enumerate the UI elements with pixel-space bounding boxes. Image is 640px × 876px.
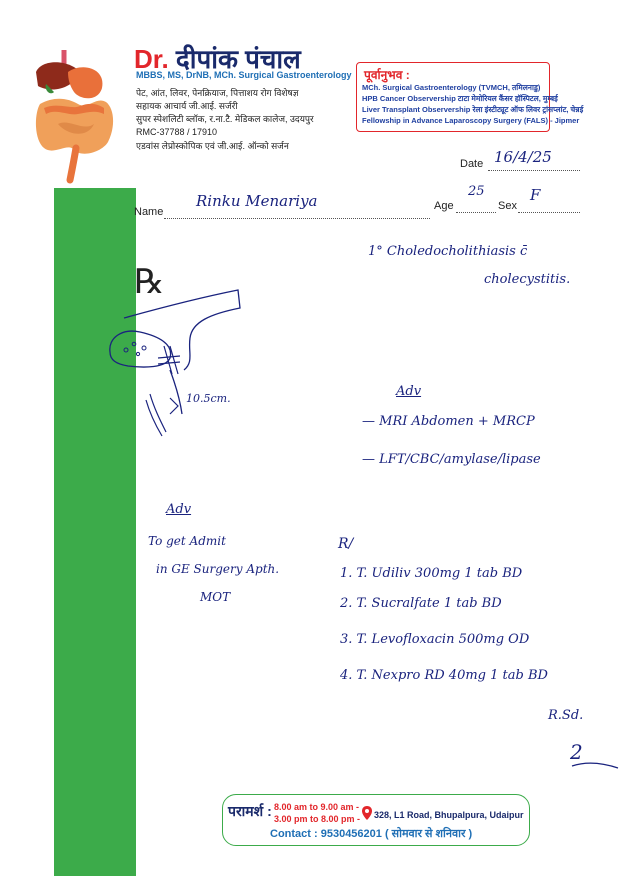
patient-sex: F <box>530 186 541 204</box>
diagnosis-line: cholecystitis. <box>484 272 571 287</box>
admission-line: in GE Surgery Apth. <box>156 562 280 576</box>
digestive-system-illustration <box>28 44 132 186</box>
signature-mark: 2 <box>570 740 583 764</box>
experience-title: पूर्वानुभव : <box>364 68 410 82</box>
doctor-name-prefix: Dr. <box>134 44 169 74</box>
rx-small-symbol: R/ <box>338 536 354 552</box>
patient-age: 25 <box>468 184 485 199</box>
admission-line: MOT <box>200 590 231 604</box>
medication-item: 2. T. Sucralfate 1 tab BD <box>340 596 502 611</box>
doctor-qualifications: MBBS, MS, DrNB, MCh. Surgical Gastroenterology <box>136 70 352 80</box>
designation-line: सहायक आचार्य जी.आई. सर्जरी <box>136 101 238 111</box>
experience-line: MCh. Surgical Gastroenterology (TVMCH, तमिलनाडु) <box>362 83 541 92</box>
patient-name: Rinku Menariya <box>196 192 318 210</box>
medication-item: 4. T. Nexpro RD 40mg 1 tab BD <box>340 668 548 683</box>
advice-heading: Adv <box>396 384 422 399</box>
gallbladder-sketch <box>100 282 250 442</box>
name-label: Name <box>134 206 164 218</box>
experience-line: HPB Cancer Observership टाटा मेमोरियल कैंसर हॉस्पिटल, मुम्बई <box>362 94 558 103</box>
admission-heading: Adv <box>166 502 192 517</box>
location-pin-icon <box>362 806 372 820</box>
sex-line <box>518 200 580 213</box>
date-label: Date <box>460 158 484 170</box>
surgeon-type-line: एडवांस लेप्रोस्कोपिक एवं जी.आई. ऑन्को सर्जन <box>136 141 289 151</box>
signature-stroke <box>570 758 620 772</box>
consultation-label: परामर्श : <box>228 803 272 819</box>
age-label: Age <box>434 200 454 212</box>
experience-line: Fellowship in Advance Laparoscopy Surgery (FALS) - Jipmer <box>362 116 580 125</box>
registration-number: RMC-37788 / 17910 <box>136 127 218 137</box>
date-value: 16/4/25 <box>494 148 552 166</box>
clinic-address: 328, L1 Road, Bhupalpura, Udaipur <box>374 810 524 820</box>
hospital-line: सुपर स्पेशलिटी ब्लॉक, र.ना.टै. मेडिकल कालेज, उदयपुर <box>136 114 314 124</box>
medication-item: 1. T. Udiliv 300mg 1 tab BD <box>340 566 523 581</box>
contact-number: Contact : 9530456201 ( सोमवार से शनिवार ) <box>270 828 473 840</box>
age-line <box>456 200 496 213</box>
doctor-name-hindi: दीपांक पंचाल <box>175 44 301 74</box>
rx-symbol: ℞ <box>134 262 165 302</box>
sex-label: Sex <box>498 200 517 212</box>
admission-line: To get Admit <box>148 534 226 548</box>
speciality-line: पेट, आंत, लिवर, पेनक्रियाज, पित्ताशय रोग विशेषज्ञ <box>136 88 299 98</box>
signature-initials: R.Sd. <box>548 708 584 723</box>
experience-line: Liver Transplant Observership रेला इंस्टीट्यूट ऑफ लिवर ट्रांसप्लांट, चेन्नई <box>362 105 584 114</box>
morning-timing: 8.00 am to 9.00 am - <box>274 802 360 812</box>
medication-item: 3. T. Levofloxacin 500mg OD <box>340 632 530 647</box>
diagnosis-line: 1° Choledocholithiasis c̄ <box>368 244 528 259</box>
investigation-line: — LFT/CBC/amylase/lipase <box>362 452 541 467</box>
investigation-line: — MRI Abdomen + MRCP <box>362 414 535 429</box>
stone-size-annotation: 10.5cm. <box>186 392 231 405</box>
evening-timing: 3.00 pm to 8.00 pm - <box>274 814 361 824</box>
